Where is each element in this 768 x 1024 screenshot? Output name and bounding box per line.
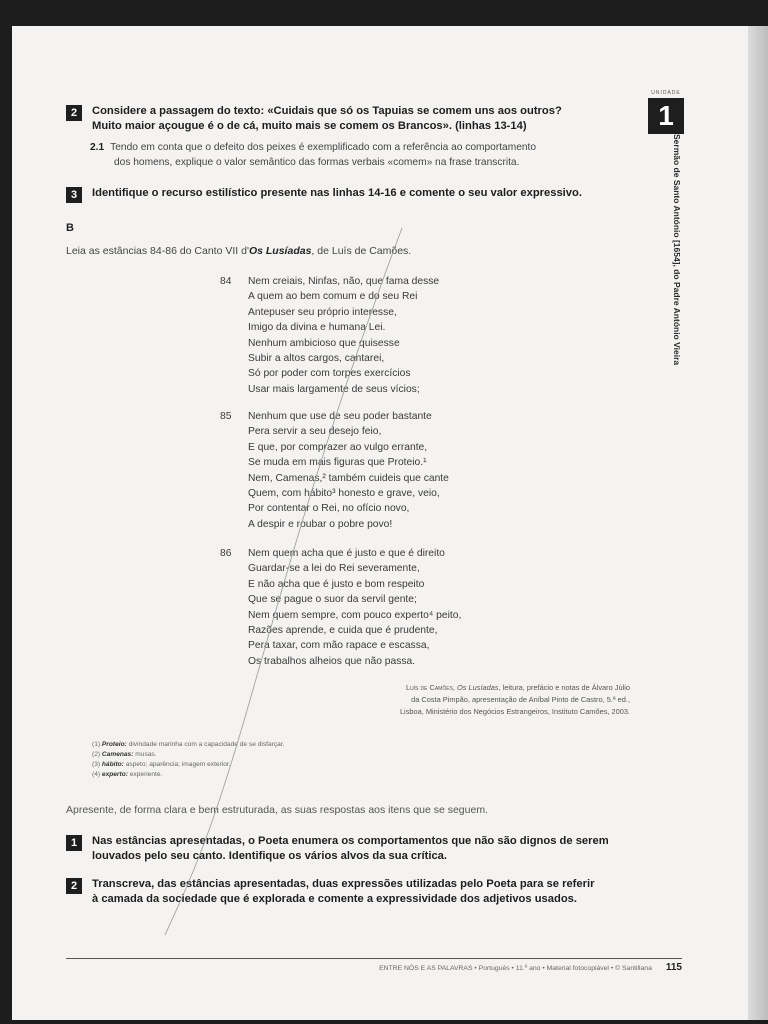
subquestion-line: Tendo em conta que o defeito dos peixes é exemplificado com a referência ao comportamento	[110, 142, 537, 153]
question-text	[92, 834, 609, 864]
intro-work-title: Os Lusíadas	[248, 245, 312, 257]
unit-badge	[648, 90, 684, 134]
stanza-number: 85	[220, 411, 232, 422]
verse-line: E não acha que é justo e bom respeito	[248, 578, 425, 590]
verse-line: Pera servir a seu desejo feio,	[248, 426, 382, 438]
stanza-number: 84	[220, 276, 232, 287]
verse-line: Subir a altos cargos, cantarei,	[248, 352, 385, 364]
verse-line: Guardar-se a lei do Rei severamente,	[248, 563, 420, 575]
verse-line: Por contentar o Rei, no ofício novo,	[248, 503, 410, 515]
footnote	[92, 740, 284, 750]
footnote	[92, 770, 284, 780]
footnote-definition: aspeto; aparência; imagem exterior.	[125, 761, 231, 768]
footnote-definition: musas.	[135, 751, 157, 758]
verse-line: Nenhum que use de seu poder bastante	[248, 411, 432, 422]
stanza-number: 86	[220, 548, 232, 559]
unit-number: 1	[648, 98, 684, 134]
subquestion-2-1	[90, 140, 610, 170]
footer-rule	[66, 958, 682, 959]
side-running-title	[668, 134, 684, 364]
question-3	[66, 186, 582, 203]
verse-line: Razões aprende, e cuida que é prudente,	[248, 624, 438, 636]
verse-line: A despir e roubar o pobre povo!	[248, 518, 393, 530]
verse-line: Nem creiais, Ninfas, não, que fama desse	[248, 276, 440, 287]
answer-instructions: Apresente, de forma clara e bem estruturada, as suas respostas aos itens que se seguem.	[66, 804, 488, 816]
verse-line: Que se pague o suor da servil gente;	[248, 594, 417, 606]
verse-line: Nem quem sempre, com pouco experto⁴ peito,	[248, 609, 462, 621]
verse-line: Pera taxar, com mão rapace e escassa,	[248, 640, 430, 652]
verse-line: Antepuser seu próprio interesse,	[248, 306, 397, 318]
footnote-term: Camenas:	[101, 751, 134, 758]
question-b1	[66, 834, 609, 864]
subquestion-line: dos homens, explique o valor semântico das formas verbais «comem» na frase transcrita.	[114, 157, 520, 168]
verse-line: Os trabalhos alheios que não passa.	[248, 655, 416, 667]
stanza-lines	[248, 274, 439, 397]
source-line: , leitura, prefácio e notas de Álvaro Júlio	[498, 683, 630, 692]
footnote-number: (4)	[92, 771, 101, 778]
source-line: Lisboa, Ministério dos Negócios Estrangeiros, Instituto Camões, 2003.	[399, 707, 630, 717]
footnote-number: (1)	[92, 741, 101, 748]
question-line: Muito maior açougue é o de cá, muito mais se comem os Brancos». (linhas 13-14)	[92, 120, 527, 132]
source-citation: Luís de Camões, Os Lusíadas, leitura, prefácio e notas de Álvaro Júlio da Costa Pimpão, apresentação de Aníbal Pinto de Castro, 5.ª ed., Lisboa, Ministério dos Negócios Estrangeiros, Instituto Camões, 2003.	[330, 682, 630, 719]
question-line: Transcreva, das estâncias apresentadas, duas expressões utilizadas pelo Poeta para se referir	[92, 878, 595, 890]
footnote-term: Proteio:	[101, 741, 127, 748]
question-line: Nas estâncias apresentadas, o Poeta enumera os comportamentos que não são dignos de serem	[92, 835, 609, 847]
source-line: da Costa Pimpão, apresentação de Aníbal Pinto de Castro, 5.ª ed.,	[411, 695, 630, 705]
footnote-term: experto:	[101, 771, 128, 778]
footnote	[92, 760, 284, 770]
intro-text: Leia as estâncias 84-86 do Canto VII d'	[66, 245, 249, 257]
stanza-lines	[248, 546, 461, 669]
intro-text: , de Luís de Camões.	[311, 245, 412, 257]
question-number-badge: 2	[66, 878, 82, 894]
question-number-badge: 1	[66, 835, 82, 851]
verse-line: Se muda em mais figuras que Proteio.¹	[248, 457, 427, 469]
question-2	[66, 104, 562, 134]
footnote-definition: experiente.	[129, 771, 163, 778]
verse-line: Usar mais largamente de seus vícios;	[248, 383, 420, 395]
verse-line: Nem quem acha que é justo e que é direito	[248, 548, 445, 559]
question-b2	[66, 877, 594, 907]
footnote-number: (2)	[92, 751, 101, 758]
page-number: 115	[665, 962, 682, 973]
footer-text: ENTRE NÓS E AS PALAVRAS • Português • 11.º ano • Material fotocopiável • © Santillana	[379, 965, 652, 972]
question-line: louvados pelo seu canto. Identifique os vários alvos da sua crítica.	[92, 850, 447, 862]
footnote	[92, 750, 284, 760]
verse-line: Só por poder com torpes exercícios	[248, 368, 411, 380]
reading-instruction	[66, 245, 411, 257]
footnotes	[92, 740, 284, 780]
verse-line: Nem, Camenas,² também cuideis que cante	[248, 472, 449, 484]
subquestion-number: 2.1	[90, 142, 105, 153]
section-heading: B	[66, 222, 74, 234]
footnote-definition: divindade marinha com a capacidade de se disfarçar.	[128, 741, 285, 748]
page-footer	[379, 962, 682, 973]
question-text	[92, 877, 594, 907]
verse-line: A quem ao bem comum e do seu Rei	[248, 291, 418, 303]
verse-line: Imigo da divina e humana Lei.	[248, 322, 386, 334]
question-line: Considere a passagem do texto: «Cuidais que só os Tapuias se comem uns aos outros?	[92, 105, 562, 117]
question-text	[92, 104, 562, 134]
source-work: Os Lusíadas	[457, 683, 499, 692]
footnote-number: (3)	[92, 761, 101, 768]
verse-line: E que, por comprazer ao vulgo errante,	[248, 441, 428, 453]
footnote-term: hábito:	[101, 761, 124, 768]
page-edge	[748, 26, 768, 1020]
unit-label: UNIDADE	[651, 90, 681, 96]
stanza-lines	[248, 409, 449, 532]
question-line: à camada da sociedade que é explorada e comente a expressividade dos adjetivos usados.	[92, 893, 577, 905]
verse-line: Quem, com hábito³ honesto e grave, veio,	[248, 487, 440, 499]
source-author: Luís de Camões	[406, 683, 453, 692]
side-title-text: Sermão de Santo António [1654], do Padre António Vieira	[672, 134, 682, 366]
question-text: Identifique o recurso estilístico presente nas linhas 14-16 e comente o seu valor expressivo.	[92, 187, 582, 199]
verse-line: Nenhum ambicioso que quisesse	[248, 337, 400, 349]
question-number-badge: 3	[66, 187, 82, 203]
question-number-badge: 2	[66, 105, 82, 121]
